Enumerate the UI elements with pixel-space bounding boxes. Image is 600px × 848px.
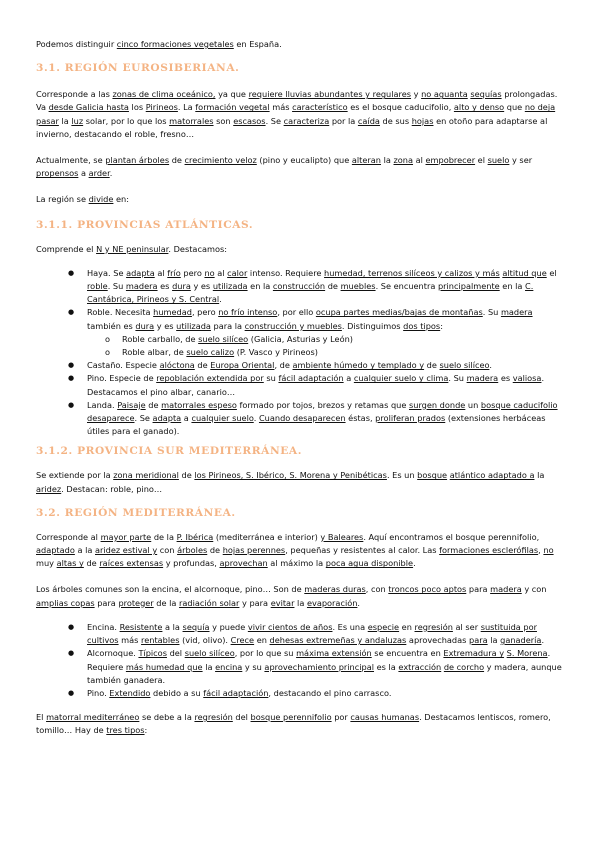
list-item-pino-mediterraneo: ● Pino. Extendido debido a su fácil adaptación, destacando el pino carrasco.: [68, 687, 564, 700]
sur-mediterranea-paragraph: Se extiende por la zona meridional de los Pirineos, S. Ibérico, S. Morena y Penibéticas. Es un bosque atlántico adaptado a la aridez. Destacan: roble, pino…: [36, 470, 545, 494]
roble-types-list: [87, 333, 564, 359]
heading-provincia-sur-mediterranea: 3.1.2. PROVINCIA SUR MEDITERRÁNEA.: [36, 445, 303, 458]
intro-paragraph: Podemos distinguir cinco formaciones vegetales en España.: [36, 39, 282, 49]
list-item-castano: ● Castaño. Especie alóctona de Europa Oriental, de ambiente húmedo y templado y de suelo silíceo.: [68, 359, 564, 372]
list-item-alcornoque: ● Alcornoque. Típicos del suelo silíceo, por lo que su máxima extensión se encuentra en Extremadura y S. Morena. Requiere más humedad que la encina y su aprovechamiento principal es la extracción de corcho y madera, aunque también ganadera.: [68, 647, 564, 687]
heading-provincias-atlanticas: 3.1.1. PROVINCIAS ATLÁNTICAS.: [36, 218, 254, 231]
atlanticas-intro: Comprende el N y NE peninsular. Destacamos:: [36, 243, 227, 254]
roble-type-albar: o Roble albar, de suelo calizo (P. Vasco y Pirineos): [105, 346, 564, 359]
matorral-paragraph: El matorral mediterráneo se debe a la regresión del bosque perennifolio por causas humanas. Destacamos lentiscos, romero, tomillo… Hay de tres tipos:: [36, 712, 551, 736]
list-item-haya: ● Haya. Se adapta al frío pero no al calor intenso. Requiere humedad, terrenos silíceos y calizos y más altitud que el roble. Su madera es dura y es utilizada en la construcción de muebles. Se encuentra principalmente en la C. Cantábrica, Pirineos y S. Central.: [68, 267, 564, 307]
mediterranea-paragraph-1: Corresponde al mayor parte de la P. Ibérica (mediterránea e interior) y Baleares. Aquí encontramos el bosque perennifolio, adaptado a la aridez estival y con árboles de hojas perennes, pequeñas y resistentes al calor. Las formaciones esclerófilas, no muy altas y de raíces extensas y profundas, aprovechan al máximo la poca agua disponible.: [36, 531, 554, 569]
list-item-roble-text: Roble. Necesita humedad, pero no frío intenso, por ello ocupa partes medias/bajas de montañas. Su madera también es dura y es utilizada para la construcción y muebles. Distinguimos dos tipos:: [87, 307, 533, 331]
mediterranea-paragraph-2: Los árboles comunes son la encina, el alcornoque, pino… Son de maderas duras, con troncos poco aptos para madera y con amplias copas para proteger de la radiación solar y para evitar la evaporación.: [36, 584, 547, 608]
eurosiberiana-paragraph-2: Actualmente, se plantan árboles de crecimiento veloz (pino y eucalipto) que alteran la zona al empobrecer el suelo y ser propensos a arder.: [36, 155, 533, 179]
list-item-encina: ● Encina. Resistente a la sequía y puede vivir cientos de años. Es una especie en regresión al ser sustituida por cultivos más rentables (vid, olivo). Crece en dehesas extremeñas y andaluzas aprovechadas para la ganadería.: [68, 621, 564, 647]
heading-region-eurosiberiana: 3.1. REGIÓN EUROSIBERIANA.: [36, 62, 240, 75]
mediterranea-species-list: [36, 621, 564, 700]
atlanticas-species-list: [36, 267, 564, 439]
eurosiberiana-paragraph-1: Corresponde a las zonas de clima oceánico, ya que requiere lluvias abundantes y regulares y no aguanta sequías prolongadas. Va desde Galicia hasta los Pirineos. La formación vegetal más característico es el bosque caducifolio, alto y denso que no deja pasar la luz solar, por lo que los matorrales son escasos. Se caracteriza por la caída de sus hojas en otoño para adaptarse al invierno, destacando el roble, fresno…: [36, 89, 558, 139]
heading-region-mediterranea: 3.2. REGIÓN MEDITERRÁNEA.: [36, 506, 236, 519]
roble-type-carballo: o Roble carballo, de suelo silíceo (Galicia, Asturias y León): [105, 333, 564, 346]
eurosiberiana-paragraph-3: La región se divide en:: [36, 194, 130, 205]
list-item-roble: [68, 306, 564, 359]
list-item-landa: ● Landa. Paisaje de matorrales espeso formado por tojos, brezos y retamas que surgen donde un bosque caducifolio desaparece. Se adapta a cualquier suelo. Cuando desaparecen éstas, proliferan prados (extensiones herbáceas útiles para el ganado).: [68, 399, 564, 439]
list-item-pino: ● Pino. Especie de repoblación extendida por su fácil adaptación a cualquier suelo y clima. Su madera es valiosa. Destacamos el pino albar, canario…: [68, 372, 564, 398]
